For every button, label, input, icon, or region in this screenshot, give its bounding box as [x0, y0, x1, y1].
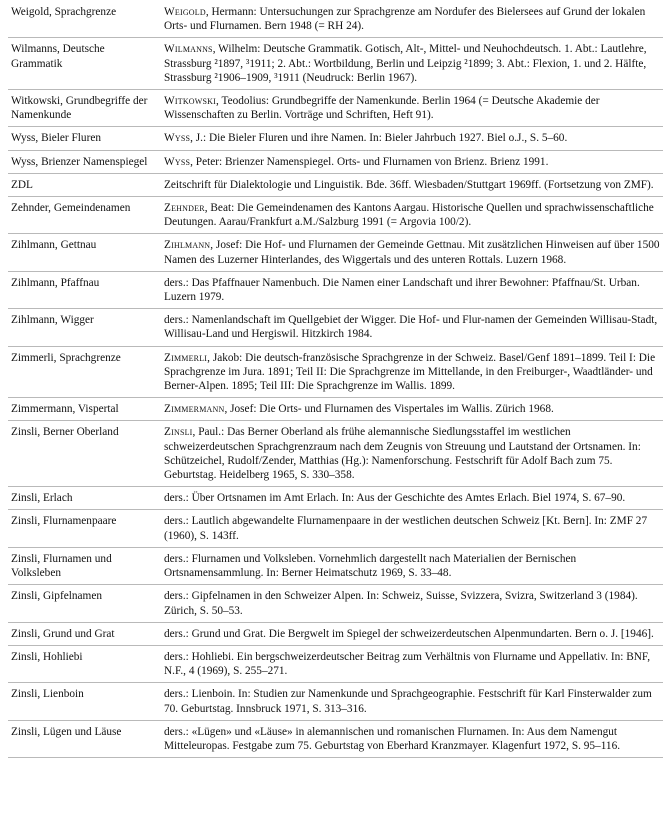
reference-body: , Peter: Brienzer Namenspiegel. Orts- und Flurnamen von Brienz. Brienz 1991. [190, 155, 549, 168]
author-name: Wilmanns [164, 43, 213, 56]
bibliography-row [8, 234, 663, 271]
author-name: Zihlmann [164, 239, 211, 252]
bibliography-row [8, 421, 663, 487]
author-name: Zehnder [164, 202, 205, 215]
reference-text [158, 421, 663, 487]
bibliography-row [8, 683, 663, 720]
reference-text [158, 150, 663, 173]
short-title: Zinsli, Hohliebi [8, 645, 158, 682]
reference-text [158, 3, 663, 38]
reference-body: , Hermann: Untersuchungen zur Sprachgrenze am Nordufer des Bielersees auf Grund der lokalen Orts- und Flurnamen. Bern 1948 (= RH 24). [164, 6, 646, 33]
short-title: Zihlmann, Wigger [8, 309, 158, 346]
reference-body: ders.: Grund und Grat. Die Bergwelt im Spiegel der schweizerdeutschen Alpenmundarten. Bern o. J. [1946]. [164, 627, 654, 640]
reference-text [158, 90, 663, 127]
bibliography-row [8, 309, 663, 346]
reference-body: , Jakob: Die deutsch-französische Sprachgrenze in der Schweiz. Basel/Genf 1891–1899. Teil I: Die Sprachgrenze im Jura. 1891; Teil II: Die Sprachgrenze im Mittellande, in den Freiburger-, Waadtländer- und Berner-Alpen. 1895; Teil III: Die Sprachgrenze im Wallis. 1899. [164, 351, 656, 393]
short-title: Zehnder, Gemeindenamen [8, 197, 158, 234]
bibliography-row [8, 510, 663, 547]
bibliography-row [8, 90, 663, 127]
reference-text [158, 398, 663, 421]
bibliography-row [8, 645, 663, 682]
reference-body: ders.: Lautlich abgewandelte Flurnamenpaare in der westlichen deutschen Schweiz [Kt. Bern]. In: ZMF 27 (1960), S. 143ff. [164, 515, 648, 542]
author-name: Wyss [164, 132, 191, 145]
reference-body: ders.: Das Pfaffnauer Namenbuch. Die Namen einer Landschaft und ihrer Bewohner: Pfaffnau/St. Urban. Luzern 1979. [164, 276, 640, 304]
author-name: Zinsli [164, 426, 193, 439]
bibliography-row [8, 398, 663, 421]
short-title: Wyss, Brienzer Namenspiegel [8, 150, 158, 173]
short-title: Wyss, Bieler Fluren [8, 127, 158, 150]
short-title: Zinsli, Flurnamen und Volksleben [8, 547, 158, 584]
short-title: Witkowski, Grundbegriffe der Namenkunde [8, 90, 158, 127]
short-title: Zimmermann, Vispertal [8, 398, 158, 421]
short-title: Zinsli, Flurnamenpaare [8, 510, 158, 547]
reference-body: ders.: Hohliebi. Ein bergschweizerdeutscher Beitrag zum Verhältnis von Flurname und Appellativ. In: BNF, N.F., 4 (1969), S. 255–271. [164, 650, 651, 678]
short-title: Zinsli, Grund und Grat [8, 622, 158, 645]
bibliography-row [8, 720, 663, 757]
short-title: Weigold, Sprachgrenze [8, 3, 158, 38]
bibliography-row [8, 197, 663, 234]
bibliography-row [8, 487, 663, 510]
bibliography-row [8, 3, 663, 38]
reference-body: Zeitschrift für Dialektologie und Linguistik. Bde. 36ff. Wiesbaden/Stuttgart 1969ff. (Fortsetzung von ZMF). [164, 178, 654, 191]
reference-body: ders.: Namenlandschaft im Quellgebiet der Wigger. Die Hof- und Flur-namen der Gemeinden Willisau-Stadt, Willisau-Land und Hergiswil. Hitzkirch 1984. [164, 314, 658, 341]
reference-text [158, 309, 663, 346]
reference-body: , Josef: Die Hof- und Flurnamen der Gemeinde Gettnau. Mit zusätzlichen Hinweisen auf über 1500 Namen des Luzerner Hinterlandes, des Wiggertals und des unteren Rottals. Luzern 1968. [164, 239, 660, 266]
author-name: Wyss [164, 155, 191, 168]
reference-text [158, 487, 663, 510]
short-title: Zinsli, Erlach [8, 487, 158, 510]
bibliography-row [8, 547, 663, 584]
bibliography-row [8, 173, 663, 196]
reference-text [158, 38, 663, 90]
author-name: Zimmerli [164, 351, 208, 364]
author-name: Zimmermann [164, 403, 225, 416]
reference-text [158, 127, 663, 150]
bibliography-row [8, 150, 663, 173]
reference-text [158, 720, 663, 757]
short-title: Zimmerli, Sprachgrenze [8, 346, 158, 398]
reference-text [158, 622, 663, 645]
author-name: Witkowski [164, 95, 217, 108]
short-title: Wilmanns, Deutsche Grammatik [8, 38, 158, 90]
short-title: Zihlmann, Gettnau [8, 234, 158, 271]
reference-text [158, 173, 663, 196]
short-title: Zihlmann, Pfaffnau [8, 271, 158, 308]
reference-text [158, 271, 663, 308]
bibliography-body [8, 3, 663, 758]
reference-body: ders.: Über Ortsnamen im Amt Erlach. In: Aus der Geschichte des Amtes Erlach. Biel 1974, S. 67–90. [164, 492, 626, 505]
reference-text [158, 645, 663, 682]
reference-body: ders.: Flurnamen und Volksleben. Vornehmlich dargestellt nach Materialien der Bernischen Ortsnamensammlung. In: Berner Heimatschutz 1969, S. 33–48. [164, 552, 577, 580]
reference-body: , Josef: Die Orts- und Flurnamen des Vispertales im Wallis. Zürich 1968. [224, 403, 554, 416]
reference-text [158, 346, 663, 398]
reference-body: , Wilhelm: Deutsche Grammatik. Gotisch, Alt-, Mittel- und Neuhochdeutsch. 1. Abt.: Lautlehre, Strassburg ²1897, ³1911; 2. Abt.: Wortbildung, Berlin und Leipzig ²1899; 3. Abt.: Flexion, 1. und 2. Hälfte, Strassburg ²1906–1909, ³1911 (Neudruck: Berlin 1967). [164, 43, 647, 84]
bibliography-row [8, 622, 663, 645]
reference-body: ders.: «Lügen» und «Läuse» in alemannischen und romanischen Flurnamen. In: Aus dem Namengut Mitteleuropas. Festgabe zum 75. Geburtstag von Eberhard Kranzmayer. Klagenfurt 1972, S. 95–116. [164, 725, 621, 752]
reference-text [158, 510, 663, 547]
bibliography-row [8, 38, 663, 90]
bibliography-row [8, 585, 663, 622]
reference-body: ders.: Lienboin. In: Studien zur Namenkunde und Sprachgeographie. Festschrift für Karl Finsterwalder zum 70. Geburtstag. Innsbruck 1971, S. 313–316. [164, 688, 652, 715]
reference-text [158, 547, 663, 584]
reference-text [158, 585, 663, 622]
bibliography-row [8, 271, 663, 308]
reference-body: ders.: Gipfelnamen in den Schweizer Alpen. In: Schweiz, Suisse, Svizzera, Svizra, Switzerland 3 (1984). Zürich, S. 50–53. [164, 590, 638, 617]
reference-text [158, 197, 663, 234]
bibliography-row [8, 127, 663, 150]
short-title: Zinsli, Lienboin [8, 683, 158, 720]
short-title: ZDL [8, 173, 158, 196]
reference-body: , Paul.: Das Berner Oberland als frühe alemannische Siedlungsstaffel im westlichen schweizerdeutschen Sprachgrenzraum nach dem Zeugnis von Streuung und Lautstand der Ortsnamen. In: Schützeichel, Rudolf/Zender, Matthias (Hg.): Namenforschung. Festschrift für Adolf Bach zum 75. Geburtstag. Heidelberg 1965, S. 330–358. [164, 426, 641, 482]
reference-body: , Teodolius: Grundbegriffe der Namenkunde. Berlin 1964 (= Deutsche Akademie der Wissenschaften zu Berlin. Vorträge und Schriften, Heft 91). [164, 95, 600, 122]
reference-text [158, 683, 663, 720]
short-title: Zinsli, Lügen und Läuse [8, 720, 158, 757]
reference-body: , J.: Die Bieler Fluren und ihre Namen. In: Bieler Jahrbuch 1927. Biel o.J., S. 5–60. [190, 132, 568, 145]
reference-text [158, 234, 663, 271]
reference-body: , Beat: Die Gemeindenamen des Kantons Aargau. Historische Quellen und sprachwissenschaftliche Deutungen. Aarau/Frankfurt a.M./Salzburg 1991 (= Argovia 100/2). [164, 202, 654, 229]
short-title: Zinsli, Gipfelnamen [8, 585, 158, 622]
bibliography-row [8, 346, 663, 398]
bibliography-table [8, 3, 663, 758]
short-title: Zinsli, Berner Oberland [8, 421, 158, 487]
author-name: Weigold [164, 6, 206, 18]
